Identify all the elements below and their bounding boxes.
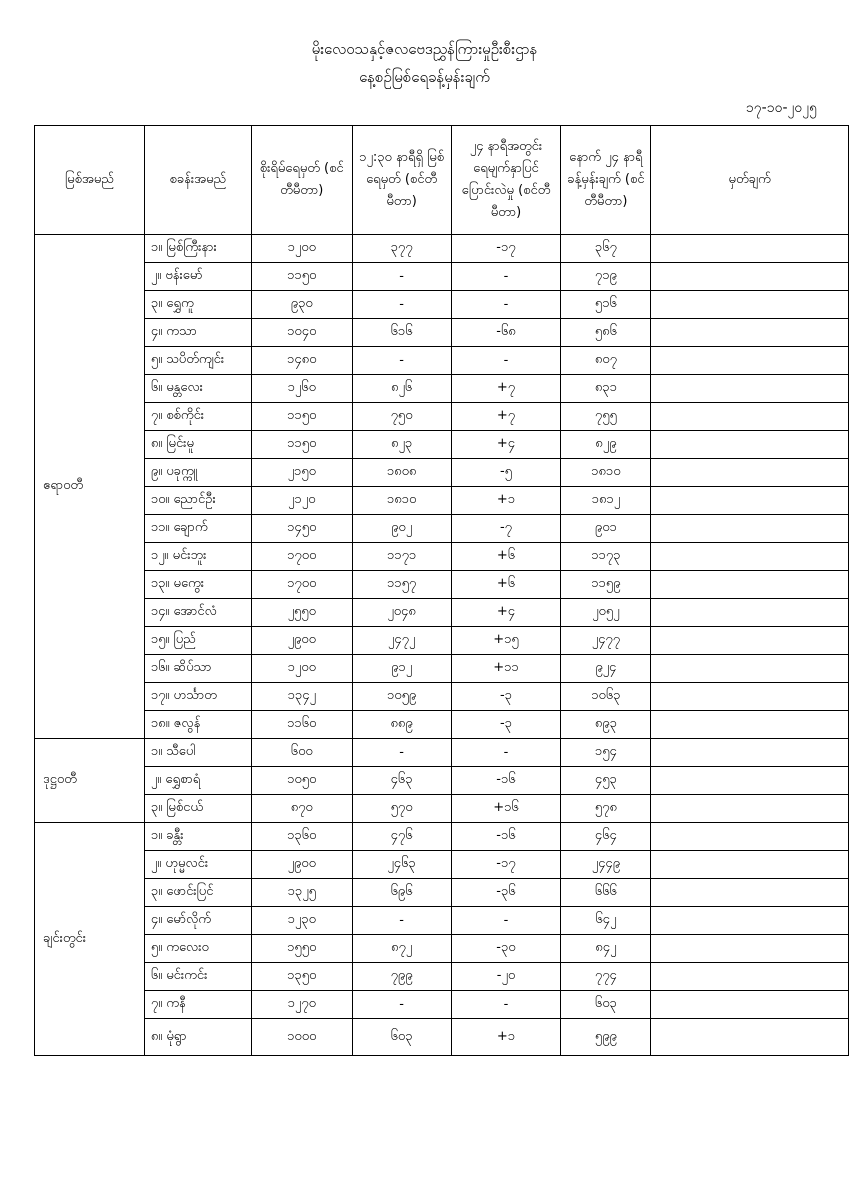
change-cell: -: [451, 991, 561, 1019]
change-cell: +၁၅: [451, 627, 561, 655]
station-cell: ၁၆။ ဆိပ်သာ: [144, 655, 251, 683]
report-title: နေ့စဉ်မြစ်ရေခန့်မှန်းချက်: [359, 68, 490, 86]
remark-cell: [651, 767, 849, 795]
remark-cell: [651, 627, 849, 655]
current-level-cell: ၉၀၂: [352, 515, 451, 543]
station-cell: ၅။ သပိတ်ကျင်း: [144, 347, 251, 375]
forecast-cell: ၃၆၇: [561, 235, 651, 263]
forecast-cell: ၁၈၁၀: [561, 459, 651, 487]
current-level-cell: ၉၁၂: [352, 655, 451, 683]
forecast-cell: ၈၉၃: [561, 711, 651, 739]
remark-cell: [651, 431, 849, 459]
forecast-cell: ၁၅၄: [561, 739, 651, 767]
report-date: ၁၇-၁၀-၂၀၂၅: [745, 100, 817, 116]
station-cell: ၂။ ဟုမ္မလင်း: [144, 851, 251, 879]
current-level-cell: -: [352, 347, 451, 375]
change-cell: -: [451, 291, 561, 319]
forecast-cell: ၆၀၃: [561, 991, 651, 1019]
danger-level-cell: ၁၁၆၀: [251, 711, 352, 739]
danger-level-cell: ၁၃၅၀: [251, 963, 352, 991]
danger-level-cell: ၉၃၀: [251, 291, 352, 319]
remark-cell: [651, 263, 849, 291]
table-row: [35, 571, 849, 599]
current-level-cell: -: [352, 291, 451, 319]
forecast-cell: ၈၃၁: [561, 375, 651, 403]
table-row: [35, 375, 849, 403]
table-row: [35, 459, 849, 487]
danger-level-cell: ၁၃၄၂: [251, 683, 352, 711]
current-level-cell: ၅၇၀: [352, 795, 451, 823]
remark-cell: [651, 823, 849, 851]
forecast-cell: ၆၆၆: [561, 879, 651, 907]
remark-cell: [651, 683, 849, 711]
remark-cell: [651, 991, 849, 1019]
current-level-cell: -: [352, 739, 451, 767]
table-row: [35, 1019, 849, 1056]
forecast-cell: ၅၇၈: [561, 795, 651, 823]
danger-level-cell: ၁၇၀၀: [251, 571, 352, 599]
change-cell: +၇: [451, 375, 561, 403]
station-cell: ၁။ သီပေါ: [144, 739, 251, 767]
current-level-cell: ၈၂၃: [352, 431, 451, 459]
station-cell: ၄။ မော်လိုက်: [144, 907, 251, 935]
danger-level-cell: ၁၁၅၀: [251, 431, 352, 459]
current-level-cell: -: [352, 991, 451, 1019]
change-cell: -၆၈: [451, 319, 561, 347]
station-cell: ၁၃။ မကွေး: [144, 571, 251, 599]
station-cell: ၈။ မြင်းမူ: [144, 431, 251, 459]
current-level-cell: ၄၆၃: [352, 767, 451, 795]
danger-level-cell: ၁၂၃၀: [251, 907, 352, 935]
current-level-cell: ၈၂၆: [352, 375, 451, 403]
remark-cell: [651, 459, 849, 487]
current-level-cell: ၂၀၄၈: [352, 599, 451, 627]
remark-cell: [651, 319, 849, 347]
table-body: [35, 235, 849, 1056]
station-cell: ၁၂။ မင်းဘူး: [144, 543, 251, 571]
table-row: [35, 543, 849, 571]
table-row: [35, 907, 849, 935]
forecast-cell: ၁၁၅၉: [561, 571, 651, 599]
station-cell: ၅။ ကလေးဝ: [144, 935, 251, 963]
remark-cell: [651, 543, 849, 571]
station-cell: ၁၀။ ညောင်ဦး: [144, 487, 251, 515]
current-level-cell: ၁၁၇၁: [352, 543, 451, 571]
danger-level-cell: ၁၇၀၀: [251, 543, 352, 571]
danger-level-cell: ၁၀၅၀: [251, 767, 352, 795]
danger-level-cell: ၂၉၀၀: [251, 627, 352, 655]
table-row: [35, 823, 849, 851]
current-level-cell: ၁၈၁၀: [352, 487, 451, 515]
change-cell: -၁၇: [451, 235, 561, 263]
column-header-station: စခန်းအမည်: [144, 126, 251, 235]
change-cell: -၂၀: [451, 963, 561, 991]
table-row: [35, 487, 849, 515]
remark-cell: [651, 655, 849, 683]
forecast-cell: ၁၁၇၃: [561, 543, 651, 571]
column-header-forecast: နောက် ၂၄ နာရီ ခန့်မှန်းချက် (စင်တီမီတာ): [561, 126, 651, 235]
danger-level-cell: ၂၁၅၀: [251, 459, 352, 487]
column-header-river: မြစ်အမည်: [35, 126, 145, 235]
current-level-cell: ၁၀၅၉: [352, 683, 451, 711]
danger-level-cell: ၁၂၀၀: [251, 655, 352, 683]
danger-level-cell: ၂၁၂၀: [251, 487, 352, 515]
change-cell: +၆: [451, 571, 561, 599]
forecast-cell: ၅၉၉: [561, 1019, 651, 1056]
station-cell: ၄။ ကသာ: [144, 319, 251, 347]
change-cell: -: [451, 907, 561, 935]
change-cell: -၃၆: [451, 879, 561, 907]
river-name-cell: ချင်းတွင်း: [35, 823, 145, 1056]
remark-cell: [651, 403, 849, 431]
remark-cell: [651, 935, 849, 963]
danger-level-cell: ၁၁၅၀: [251, 403, 352, 431]
station-cell: ၇။ စစ်ကိုင်း: [144, 403, 251, 431]
remark-cell: [651, 851, 849, 879]
table-row: [35, 851, 849, 879]
change-cell: +၄: [451, 599, 561, 627]
remark-cell: [651, 711, 849, 739]
table-row: [35, 991, 849, 1019]
change-cell: -၁၇: [451, 851, 561, 879]
forecast-cell: ၈၂၉: [561, 431, 651, 459]
column-header-remark: မှတ်ချက်: [651, 126, 849, 235]
table-row: [35, 627, 849, 655]
remark-cell: [651, 291, 849, 319]
station-cell: ၁၁။ ချောက်: [144, 515, 251, 543]
danger-level-cell: ၁၄၅၀: [251, 515, 352, 543]
forecast-cell: ၆၄၂: [561, 907, 651, 935]
change-cell: -၁၆: [451, 823, 561, 851]
table-row: [35, 935, 849, 963]
current-level-cell: ၈၈၉: [352, 711, 451, 739]
station-cell: ၁၈။ ဇလွန်: [144, 711, 251, 739]
change-cell: +၁၁: [451, 655, 561, 683]
forecast-cell: ၂၄၄၉: [561, 851, 651, 879]
forecast-cell: ၅၁၆: [561, 291, 651, 319]
remark-cell: [651, 487, 849, 515]
danger-level-cell: ၁၅၅၀: [251, 935, 352, 963]
table-row: [35, 739, 849, 767]
change-cell: -၁၆: [451, 767, 561, 795]
station-cell: ၆။ မန္တလေး: [144, 375, 251, 403]
station-cell: ၁၄။ အောင်လံ: [144, 599, 251, 627]
danger-level-cell: ၁၂၀၀: [251, 235, 352, 263]
remark-cell: [651, 795, 849, 823]
table-row: [35, 291, 849, 319]
forecast-cell: ၇၅၅: [561, 403, 651, 431]
table-row: [35, 795, 849, 823]
forecast-cell: ၁၀၆၃: [561, 683, 651, 711]
table-row: [35, 431, 849, 459]
remark-cell: [651, 739, 849, 767]
remark-cell: [651, 571, 849, 599]
danger-level-cell: ၂၅၅၀: [251, 599, 352, 627]
change-cell: -၃: [451, 711, 561, 739]
table-row: [35, 711, 849, 739]
forecast-cell: ၂၄၇၇: [561, 627, 651, 655]
station-cell: ၁။ ခန္တီး: [144, 823, 251, 851]
change-cell: -၃၀: [451, 935, 561, 963]
remark-cell: [651, 375, 849, 403]
change-cell: +၁: [451, 487, 561, 515]
danger-level-cell: ၁၃၆၀: [251, 823, 352, 851]
change-cell: +၆: [451, 543, 561, 571]
current-level-cell: ၇၉၉: [352, 963, 451, 991]
remark-cell: [651, 1019, 849, 1056]
current-level-cell: ၆၉၆: [352, 879, 451, 907]
table-row: [35, 319, 849, 347]
change-cell: +၇: [451, 403, 561, 431]
station-cell: ၃။ ရွှေကူ: [144, 291, 251, 319]
change-cell: +၁၆: [451, 795, 561, 823]
station-cell: ၈။ မုံရွာ: [144, 1019, 251, 1056]
table-row: [35, 515, 849, 543]
danger-level-cell: ၁၁၅၀: [251, 263, 352, 291]
danger-level-cell: ၈၇၀: [251, 795, 352, 823]
table-row: [35, 683, 849, 711]
table-row: [35, 879, 849, 907]
column-header-danger-level: စိုးရိမ်ရေမှတ် (စင်တီမီတာ): [251, 126, 352, 235]
forecast-cell: ၂၀၅၂: [561, 599, 651, 627]
current-level-cell: -: [352, 907, 451, 935]
forecast-cell: ၉၂၄: [561, 655, 651, 683]
remark-cell: [651, 963, 849, 991]
table-header-row: [35, 126, 849, 235]
forecast-cell: ၄၆၄: [561, 823, 651, 851]
change-cell: -: [451, 263, 561, 291]
danger-level-cell: ၁၀၀၀: [251, 1019, 352, 1056]
forecast-cell: ၉၀၁: [561, 515, 651, 543]
current-level-cell: ၆၀၃: [352, 1019, 451, 1056]
table-row: [35, 235, 849, 263]
change-cell: -: [451, 347, 561, 375]
column-header-current-level: ၁၂:၃၀ နာရီရှိ မြစ်ရေမှတ် (စင်တီမီတာ): [352, 126, 451, 235]
remark-cell: [651, 879, 849, 907]
station-cell: ၃။ မြစ်ငယ်: [144, 795, 251, 823]
table-row: [35, 963, 849, 991]
forecast-cell: ၁၈၁၂: [561, 487, 651, 515]
change-cell: -: [451, 739, 561, 767]
danger-level-cell: ၁၀၄၀: [251, 319, 352, 347]
current-level-cell: ၂၄၇၂: [352, 627, 451, 655]
current-level-cell: ၆၁၆: [352, 319, 451, 347]
table-row: [35, 767, 849, 795]
forecast-cell: ၈၄၂: [561, 935, 651, 963]
river-name-cell: ဒုဋ္ဌဝတီ: [35, 739, 145, 823]
station-cell: ၆။ မင်းကင်း: [144, 963, 251, 991]
station-cell: ၁၅။ ပြည်: [144, 627, 251, 655]
current-level-cell: -: [352, 263, 451, 291]
table-row: [35, 403, 849, 431]
danger-level-cell: ၁၂၇၀: [251, 991, 352, 1019]
station-cell: ၃။ ဖောင်းပြင်: [144, 879, 251, 907]
change-cell: +၄: [451, 431, 561, 459]
remark-cell: [651, 347, 849, 375]
current-level-cell: ၇၅၀: [352, 403, 451, 431]
danger-level-cell: ၁၃၂၅: [251, 879, 352, 907]
station-cell: ၂။ ရွှေစာရံ: [144, 767, 251, 795]
forecast-cell: ၅၈၆: [561, 319, 651, 347]
remark-cell: [651, 599, 849, 627]
station-cell: ၉။ ပခုက္ကူ: [144, 459, 251, 487]
river-name-cell: ဧရာဝတီ: [35, 235, 145, 739]
column-header-change: ၂၄ နာရီအတွင်း ရေမျက်နှာပြင် ပြောင်းလဲမှု (စင်တီမီတာ): [451, 126, 561, 235]
current-level-cell: ၃၇၇: [352, 235, 451, 263]
forecast-cell: ၇၁၉: [561, 263, 651, 291]
change-cell: +၁: [451, 1019, 561, 1056]
forecast-cell: ၈၀၇: [561, 347, 651, 375]
station-cell: ၁၇။ ဟင်္သာတ: [144, 683, 251, 711]
danger-level-cell: ၁၄၈၀: [251, 347, 352, 375]
station-cell: ၁။ မြစ်ကြီးနား: [144, 235, 251, 263]
station-cell: ၇။ ကနီ: [144, 991, 251, 1019]
agency-title: မိုးလေဝသနှင့်ဇလဗေဒညွှန်ကြားမှုဦးစီးဌာန: [311, 40, 538, 58]
remark-cell: [651, 515, 849, 543]
forecast-cell: ၇၇၄: [561, 963, 651, 991]
station-cell: ၂။ ဗန်းမော်: [144, 263, 251, 291]
change-cell: -၃: [451, 683, 561, 711]
current-level-cell: ၂၄၆၃: [352, 851, 451, 879]
current-level-cell: ၁၈၀၈: [352, 459, 451, 487]
change-cell: -၅: [451, 459, 561, 487]
current-level-cell: ၄၇၆: [352, 823, 451, 851]
change-cell: -၇: [451, 515, 561, 543]
river-forecast-table: [34, 125, 849, 1056]
table-row: [35, 263, 849, 291]
danger-level-cell: ၆၀၀: [251, 739, 352, 767]
table-row: [35, 347, 849, 375]
forecast-cell: ၄၅၃: [561, 767, 651, 795]
danger-level-cell: ၂၉၀၀: [251, 851, 352, 879]
danger-level-cell: ၁၂၆၀: [251, 375, 352, 403]
remark-cell: [651, 235, 849, 263]
remark-cell: [651, 907, 849, 935]
current-level-cell: ၈၇၂: [352, 935, 451, 963]
table-row: [35, 599, 849, 627]
current-level-cell: ၁၁၅၇: [352, 571, 451, 599]
table-row: [35, 655, 849, 683]
